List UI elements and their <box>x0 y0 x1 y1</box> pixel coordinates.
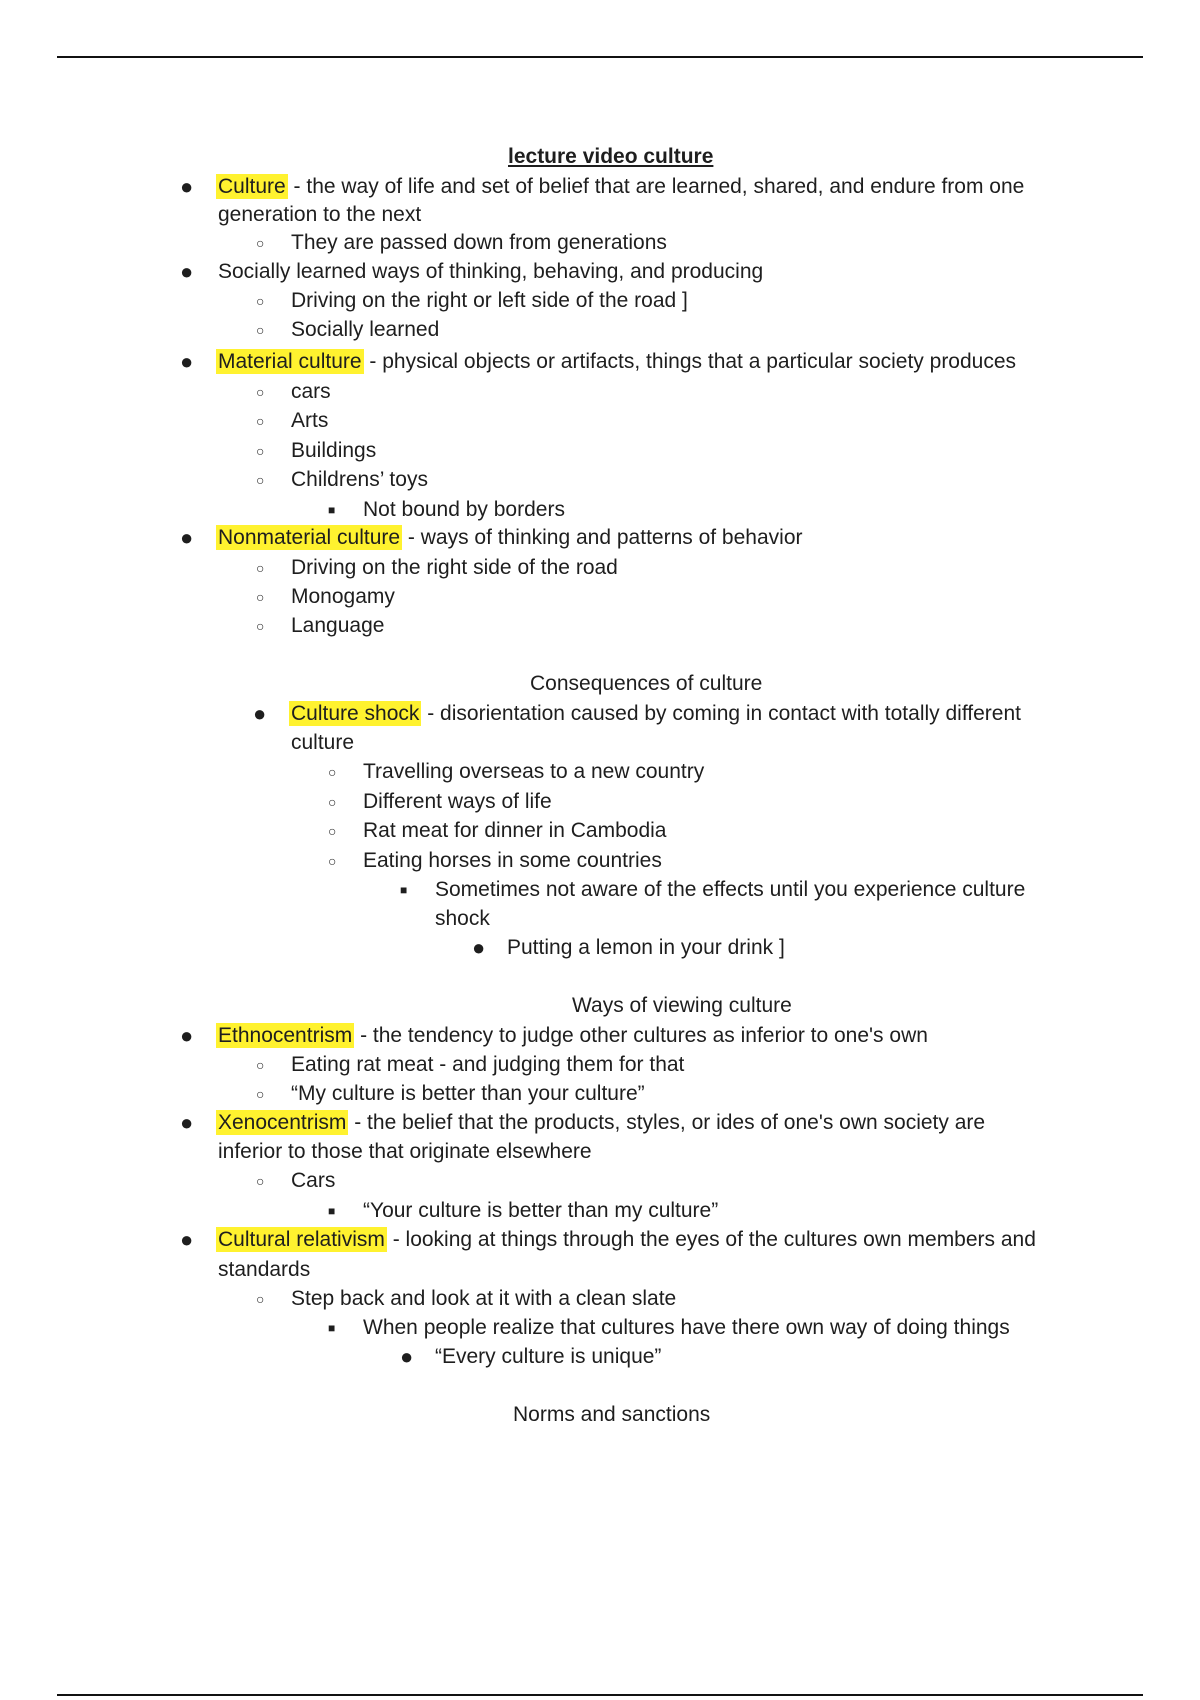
note-line: Driving on the right side of the road <box>291 556 618 579</box>
bullet-circle-icon: ○ <box>328 853 337 869</box>
bullet-circle-icon: ○ <box>328 794 337 810</box>
bullet-circle-icon: ○ <box>256 235 265 251</box>
note-line: Eating horses in some countries <box>363 849 662 872</box>
note-line: culture <box>291 731 355 754</box>
bullet-circle-icon: ○ <box>256 1086 265 1102</box>
highlighted-term: Cultural relativism <box>218 1228 385 1251</box>
bullet-circle-icon: ○ <box>256 443 265 459</box>
note-line: Eating rat meat - and judging them for that <box>291 1053 685 1076</box>
bullet-circle-icon: ○ <box>328 764 337 780</box>
note-line: Socially learned <box>291 318 440 341</box>
bullet-circle-icon: ○ <box>256 1291 265 1307</box>
note-line: Cars <box>291 1169 336 1192</box>
note-line: Travelling overseas to a new country <box>363 760 705 783</box>
bottom-rule <box>57 1694 1143 1696</box>
note-line: Rat meat for dinner in Cambodia <box>363 819 667 842</box>
bullet-disc-icon: ● <box>180 259 194 284</box>
bullet-square-icon: ■ <box>328 1204 336 1218</box>
note-line: Nonmaterial culture - ways of thinking and patterns of behavior <box>218 526 803 549</box>
bullet-circle-icon: ○ <box>256 472 265 488</box>
note-line: Language <box>291 614 385 637</box>
note-line: “My culture is better than your culture” <box>291 1082 645 1105</box>
bullet-circle-icon: ○ <box>256 293 265 309</box>
bullet-square-icon: ■ <box>400 883 408 897</box>
bullet-disc-icon: ● <box>180 1110 194 1135</box>
note-line: Ethnocentrism - the tendency to judge other cultures as inferior to one's own <box>218 1024 928 1047</box>
highlighted-term: Xenocentrism <box>218 1111 347 1134</box>
bullet-disc-icon: ● <box>472 935 486 960</box>
note-line: Monogamy <box>291 585 395 608</box>
bullet-circle-icon: ○ <box>256 322 265 338</box>
highlighted-term: Nonmaterial culture <box>218 526 401 549</box>
bullet-circle-icon: ○ <box>256 384 265 400</box>
bullet-circle-icon: ○ <box>256 1057 265 1073</box>
bullet-circle-icon: ○ <box>256 413 265 429</box>
note-line: Culture - the way of life and set of belief that are learned, shared, and endure from one <box>218 175 1025 198</box>
highlighted-term: Material culture <box>218 350 362 373</box>
note-line: Sometimes not aware of the effects until you experience culture <box>435 878 1026 901</box>
section-heading: Ways of viewing culture <box>572 994 792 1017</box>
bullet-square-icon: ■ <box>328 1321 336 1335</box>
bullet-circle-icon: ○ <box>256 1173 265 1189</box>
note-line: generation to the next <box>218 203 422 226</box>
bullet-disc-icon: ● <box>253 701 267 726</box>
note-line: shock <box>435 907 490 930</box>
note-line: Not bound by borders <box>363 498 565 521</box>
highlighted-term: Ethnocentrism <box>218 1024 353 1047</box>
bullet-square-icon: ■ <box>328 503 336 517</box>
bullet-disc-icon: ● <box>180 349 194 374</box>
note-line: Culture shock - disorientation caused by coming in contact with totally different <box>291 702 1021 725</box>
highlighted-term: Culture shock <box>291 702 420 725</box>
bullet-circle-icon: ○ <box>328 823 337 839</box>
note-line: “Every culture is unique” <box>435 1345 662 1368</box>
bullet-disc-icon: ● <box>400 1344 414 1369</box>
note-line: standards <box>218 1258 311 1281</box>
note-line: When people realize that cultures have there own way of doing things <box>363 1316 1010 1339</box>
section-heading: Norms and sanctions <box>513 1403 711 1426</box>
note-line: Socially learned ways of thinking, behaving, and producing <box>218 260 764 283</box>
note-line: Buildings <box>291 439 377 462</box>
bullet-circle-icon: ○ <box>256 618 265 634</box>
note-line: Putting a lemon in your drink ] <box>507 936 785 959</box>
note-line: Xenocentrism - the belief that the products, styles, or ides of one's own society are <box>218 1111 986 1134</box>
bullet-circle-icon: ○ <box>256 560 265 576</box>
note-line: Arts <box>291 409 329 432</box>
bullet-disc-icon: ● <box>180 174 194 199</box>
note-line: Material culture - physical objects or artifacts, things that a particular society produces <box>218 350 1017 373</box>
note-line: “Your culture is better than my culture” <box>363 1199 719 1222</box>
note-line: They are passed down from generations <box>291 231 667 254</box>
bullet-disc-icon: ● <box>180 1227 194 1252</box>
bullet-circle-icon: ○ <box>256 589 265 605</box>
bullet-disc-icon: ● <box>180 1023 194 1048</box>
note-line: Different ways of life <box>363 790 552 813</box>
note-line: Driving on the right or left side of the road ] <box>291 289 688 312</box>
note-line: Step back and look at it with a clean slate <box>291 1287 677 1310</box>
note-line: Childrens’ toys <box>291 468 428 491</box>
section-heading: Consequences of culture <box>530 672 763 695</box>
note-line: cars <box>291 380 331 403</box>
bullet-disc-icon: ● <box>180 525 194 550</box>
note-line: Cultural relativism - looking at things through the eyes of the cultures own members and <box>218 1228 1036 1251</box>
highlighted-term: Culture <box>218 175 286 198</box>
note-line: inferior to those that originate elsewhere <box>218 1140 592 1163</box>
page-title: lecture video culture <box>508 145 714 168</box>
